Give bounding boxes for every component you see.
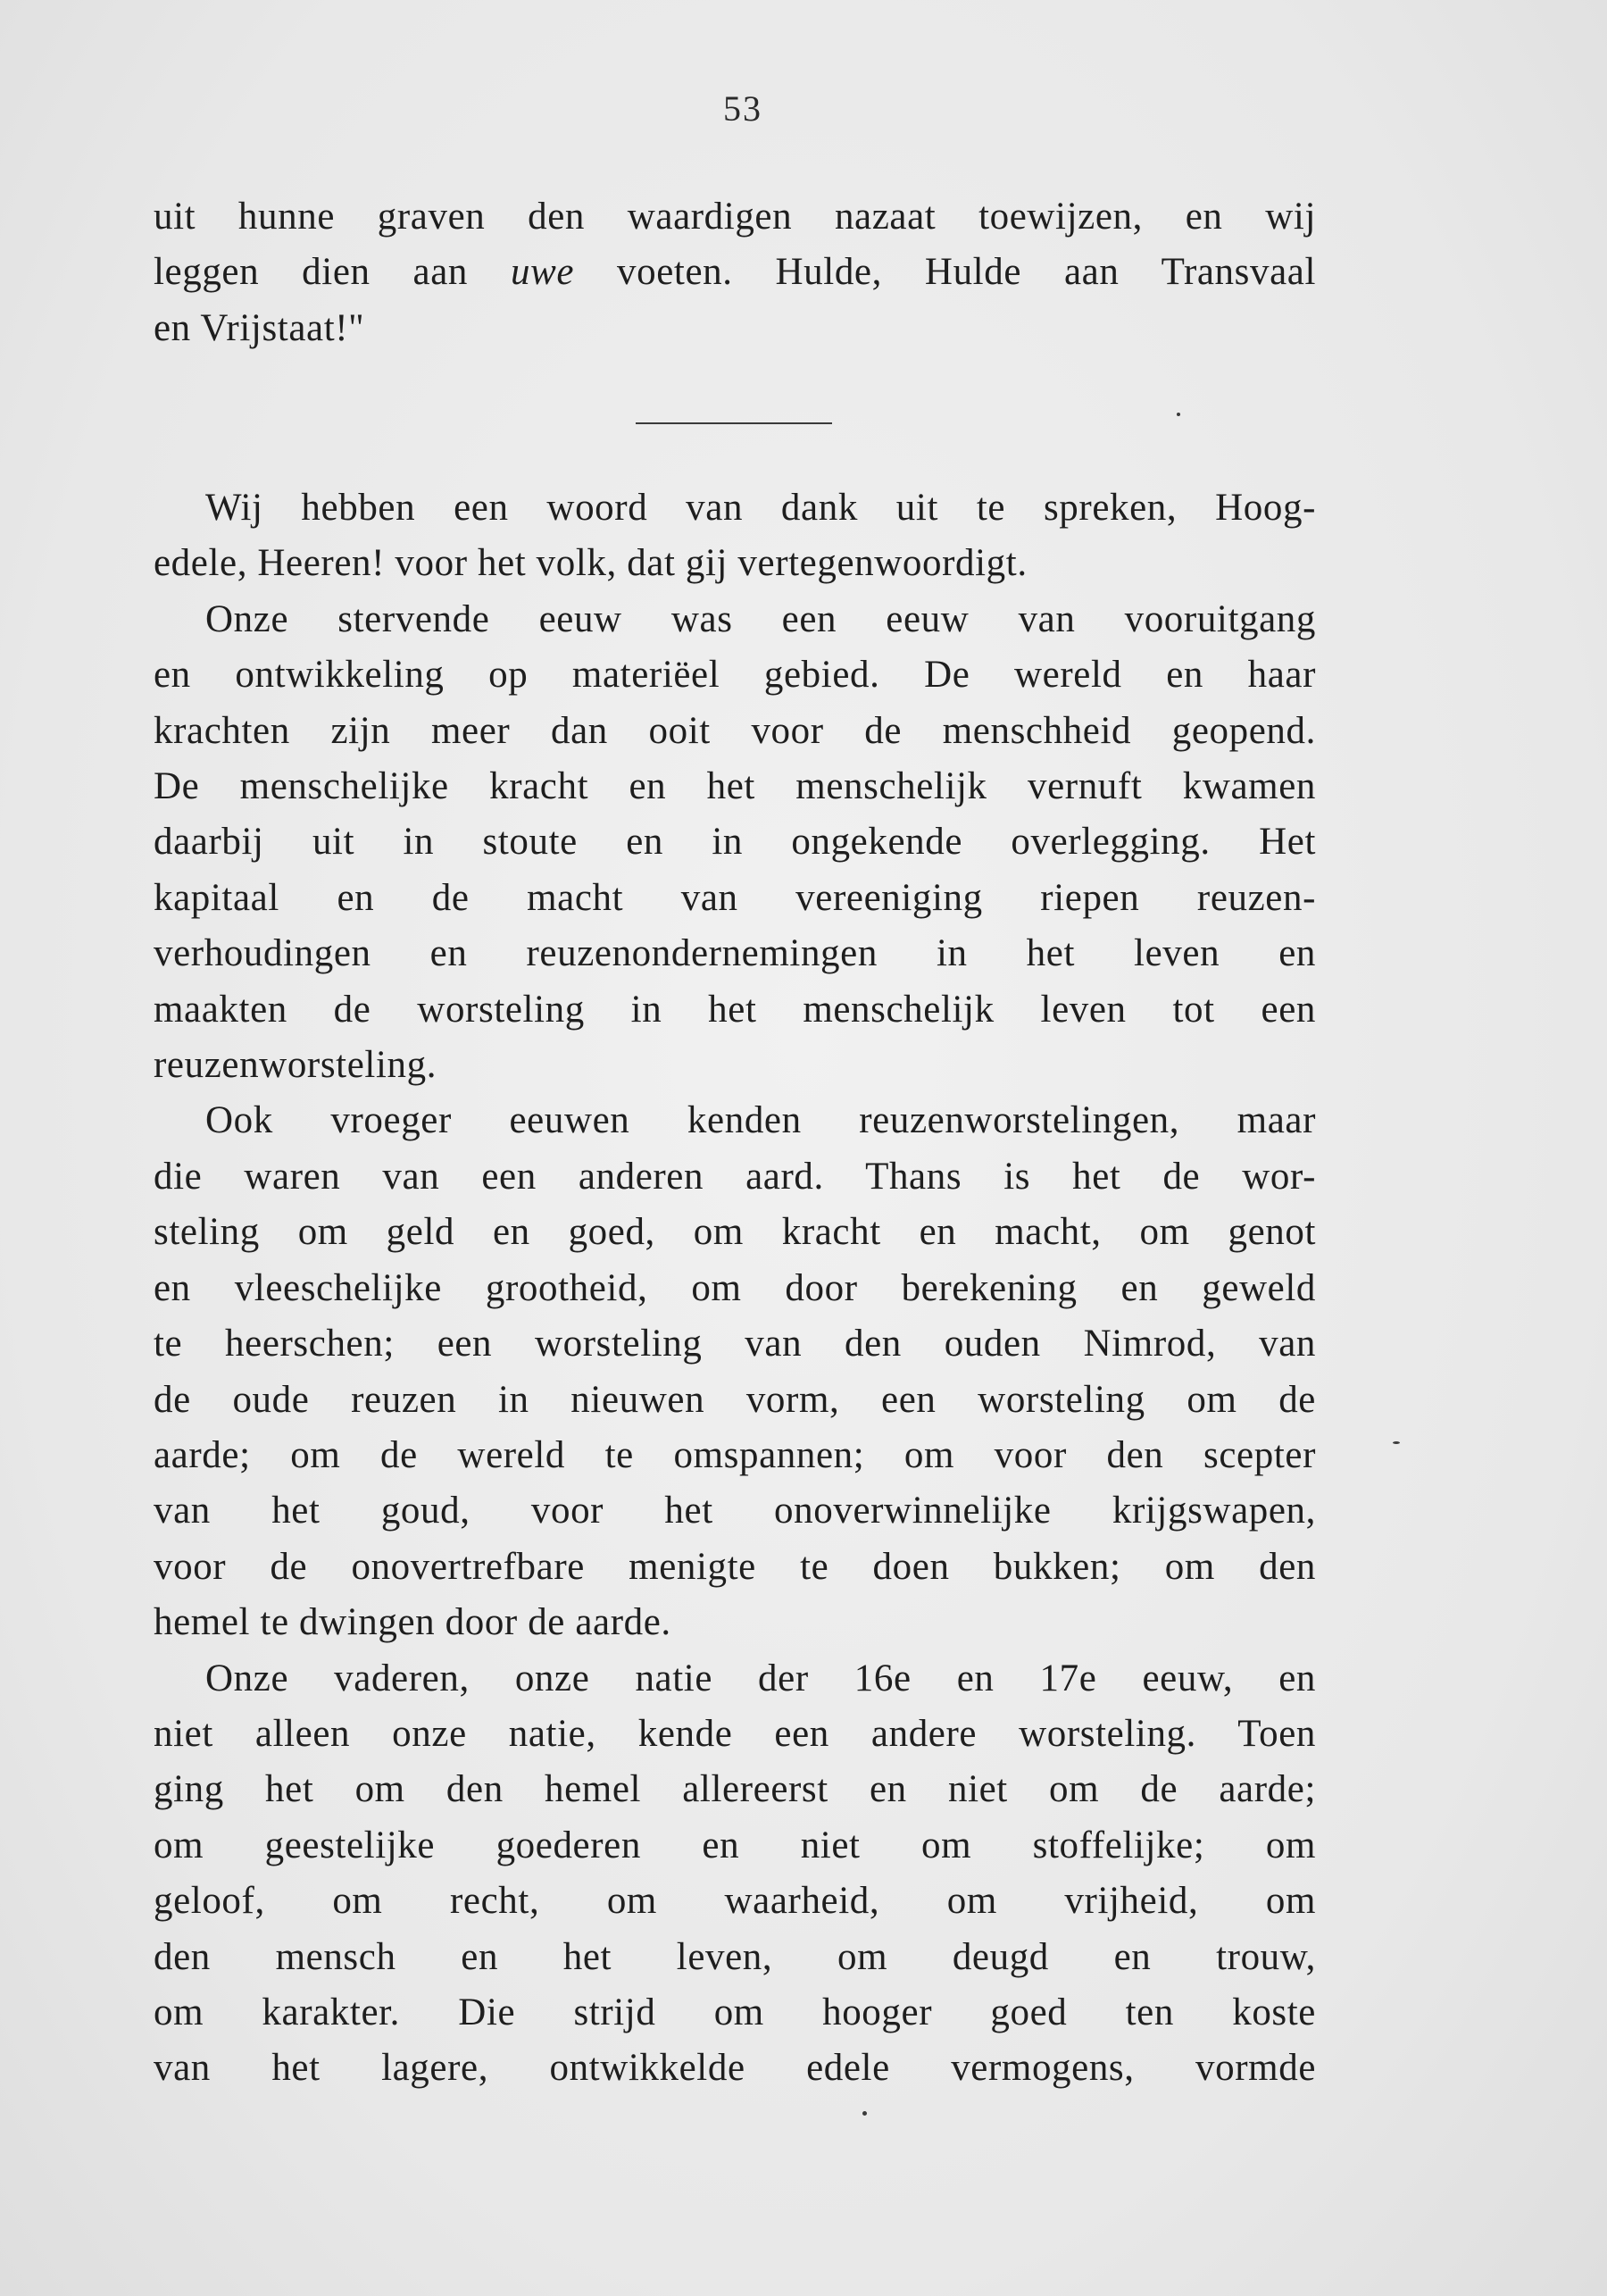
text-line: hemel te dwingen door de aarde.	[154, 1601, 671, 1644]
print-speck	[862, 2111, 867, 2116]
text-line: voor de onovertrefbare menigte te doen bukken; om den	[154, 1545, 1316, 1588]
intro-paragraph	[154, 189, 1316, 356]
page-number: 53	[723, 88, 762, 129]
text-line: verhoudingen en reuzenondernemingen in het leven en	[154, 932, 1316, 975]
text-line: van het lagere, ontwikkelde edele vermogens, vormde	[154, 2047, 1316, 2090]
text-line: Onze stervende eeuw was een eeuw van vooruitgang	[205, 597, 1316, 640]
emphasis: uwe	[510, 251, 575, 294]
text-line: den mensch en het leven, om deugd en trouw,	[154, 1935, 1316, 1978]
text-line: om geestelijke goederen en niet om stoffelijke; om	[154, 1824, 1316, 1866]
print-speck	[1393, 1441, 1400, 1444]
text-line: leggen dien aan uwe voeten. Hulde, Hulde aan Transvaal	[154, 251, 1317, 294]
text-line: te heerschen; een worsteling van den ouden Nimrod, van	[154, 1323, 1316, 1365]
text-line: maakten de worsteling in het menschelijk leven tot een	[154, 988, 1316, 1031]
text-line: die waren van een anderen aard. Thans is het de wor-	[154, 1155, 1316, 1198]
text-line: kapitaal en de macht van vereeniging riepen reuzen-	[154, 876, 1316, 919]
text-line: aarde; om de wereld te omspannen; om voor den scepter	[154, 1433, 1316, 1476]
section-divider	[636, 422, 832, 424]
text-line: om karakter. Die strijd om hooger goed ten koste	[154, 1991, 1316, 2033]
text-line: De menschelijke kracht en het menschelijk vernuft kwamen	[154, 765, 1316, 808]
print-speck	[1177, 413, 1180, 416]
text-line: van het goud, voor het onoverwinnelijke krijgswapen,	[154, 1490, 1316, 1532]
text-line: geloof, om recht, om waarheid, om vrijheid, om	[154, 1880, 1316, 1923]
main-text	[154, 480, 1316, 2097]
text-line: en Vrijstaat!"	[154, 306, 365, 349]
text-line: daarbij uit in stoute en in ongekende overlegging. Het	[154, 821, 1316, 864]
text-line: steling om geld en goed, om kracht en macht, om genot	[154, 1211, 1316, 1254]
text-line: reuzenworsteling.	[154, 1044, 437, 1087]
text-line: krachten zijn meer dan ooit voor de menschheid geopend.	[154, 709, 1316, 752]
text-line: uit hunne graven den waardigen nazaat toewijzen, en wij	[154, 196, 1316, 238]
text-line: edele, Heeren! voor het volk, dat gij vertegenwoordigt.	[154, 542, 1028, 585]
text-line: en ontwikkeling op materiëel gebied. De wereld en haar	[154, 654, 1316, 697]
text-line: Ook vroeger eeuwen kenden reuzenworstelingen, maar	[205, 1099, 1316, 1142]
text-line: niet alleen onze natie, kende een andere worsteling. Toen	[154, 1712, 1316, 1755]
text-line: en vleeschelijke grootheid, om door berekening en geweld	[154, 1266, 1316, 1309]
text-line: Onze vaderen, onze natie der 16e en 17e eeuw, en	[205, 1657, 1316, 1699]
text-line: de oude reuzen in nieuwen vorm, een worsteling om de	[154, 1378, 1316, 1421]
text-line: Wij hebben een woord van dank uit te spreken, Hoog-	[205, 487, 1316, 529]
text-line: ging het om den hemel allereerst en niet om de aarde;	[154, 1768, 1316, 1811]
